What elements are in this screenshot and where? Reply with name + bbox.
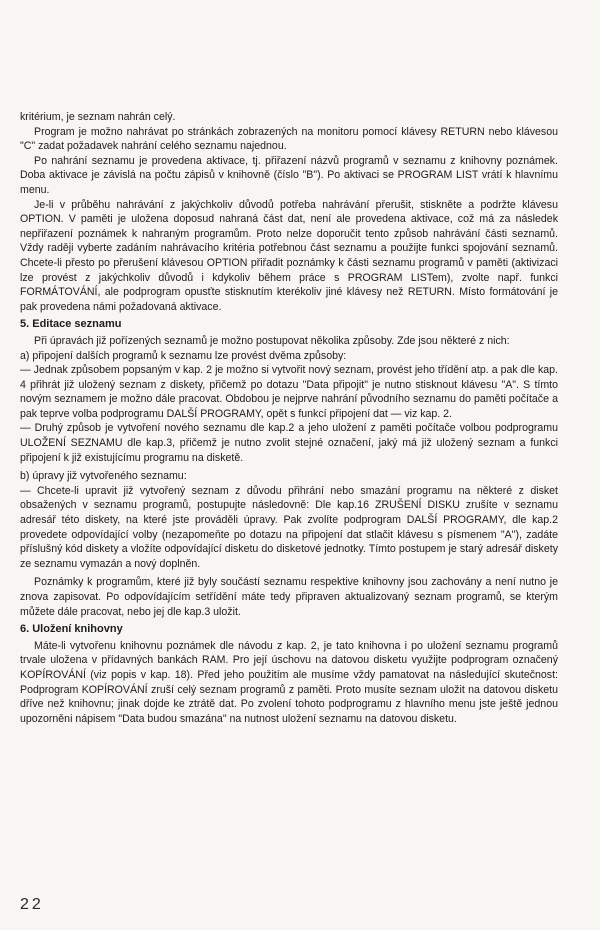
paragraph-paging: Program je možno nahrávat po stránkách zobrazených na monitoru pomocí klávesy RETURN nebo klávesou "C" zadat požadavek nahrání celého seznamu najednou. <box>20 125 558 153</box>
paragraph-activation: Po nahrání seznamu je provedena aktivace, tj. přiřazení názvů programů v seznamu z knihovny poznámek. Doba aktivace je závislá na počtu zápisů v knihovně (číslo "B"). Po aktivaci se PROGRAM LIST vrátí k hlavnímu menu. <box>20 154 558 196</box>
section-heading-editace: 5. Editace seznamu <box>20 318 122 331</box>
page-body <box>20 110 558 726</box>
page-number: 22 <box>20 896 44 913</box>
section-heading-ulozeni: 6. Uložení knihovny <box>20 623 123 636</box>
paragraph-continuation: kritérium, je seznam nahrán celý. <box>20 111 176 123</box>
section5-item-b-procedure: — Chcete-li upravit již vytvořený seznam z důvodu přihrání nebo smazání programu na některé z disket obsažených v seznamu programů, postupujte následovně: Dle kap.16 ZRUŠENÍ DISKU zrušíte v seznamu adresář této diskety, na které jste prováděli úpravy. Pak zvolíte podprogram DALŠÍ PROGRAMY, dle kap.2 provedete odpovídající volby (nezapomeňte po dotazu na připojení dat stlačit klávesu s písmenem "A"), zadáte příslušný kód diskety a vložíte odpovídající disketu do disketové jednotky. Tímto postupem je starý adresář diskety ze seznamu vymazán a nový doplněn. <box>20 484 558 570</box>
section5-item-a-second-way: — Druhý způsob je vytvoření nového seznamu dle kap.2 a jeho uložení z paměti počítače volbou podprogramu ULOŽENÍ SEZNAMU dle kap.3, přičemž je nutno zvolit stejné označení, jaký má již uložený seznam a funkci připojení k již existujícímu programu na disketě. <box>20 422 558 464</box>
paragraph-interrupt: Je-li v průběhu nahrávání z jakýchkoliv důvodů potřeba nahrávání přerušit, stiskněte a podržte klávesu OPTION. V paměti je uložena doposud nahraná část dat, není ale provedena aktivace, což má za následek nepřiřazení poznámek k nahraným programům. Proto nelze doporučit tento způsob nahrávání části seznamů. Vždy raději vyberte zadáním nahrávacího kritéria potřebnou část seznamu a použijte funkci spojování seznamů. Chcete-li přesto po přerušení klávesou OPTION přiřadit poznámky k části seznamu programů v paměti (aktivizaci lze provést z jakýchkoliv důvodů i kdykoliv během práce s PROGRAM LISTem), zvolte např. funkci FORMÁTOVÁNÍ, ale podprogram opusťte stisknutím kterékoliv jiné klávesy než RETURN. Místo formátování je pak provedena námi požadovaná aktivace. <box>20 198 558 313</box>
section5-item-a: a) připojení dalších programů k seznamu lze provést dvěma způsoby: <box>20 349 347 362</box>
section5-intro: Při úpravách již pořízených seznamů je možno postupovat několika způsoby. Zde jsou některé z nich: <box>34 334 510 347</box>
section6-body: Máte-li vytvořenu knihovnu poznámek dle návodu z kap. 2, je tato knihovna i po uložení seznamu programů trvale uložena v přídavných bankách RAM. Pro její úschovu na datovou disketu využijte podprogram označený KOPÍROVÁNÍ (viz popis v kap. 18). Před jeho použitím ale musíme vždy pamatovat na následující skutečnost: Podprogram KOPÍROVÁNÍ zruší celý seznam programů z paměti. Proto musíte seznam uložit na datovou disketu dříve než knihovnu; jinak dojde ke ztrátě dat. Po zvolení tohoto podprogramu z hlavního menu jste ještě jednou upozorněni nápisem "Data budou smazána" na nutnost uložení seznamu na datovou disketu. <box>20 639 558 725</box>
section5-item-a-first-way: — Jednak způsobem popsaným v kap. 2 je možno si vytvořit nový seznam, provést jeho třídění atp. a pak dle kap. 4 přihrát již uložený seznam z diskety, přičemž po dotazu "Data připojit" je nutno stisknout klávesu "A". S tímto novým seznamem je možno dále pracovat. Obdobou je nejprve nahrání původního seznamu do paměti počítače a pak teprve volba podprogramu DALŠÍ PROGRAMY, opět s funkcí připojení dat — viz kap. 2. <box>20 364 558 420</box>
section5-item-b: b) úpravy již vytvořeného seznamu: <box>20 470 187 483</box>
section5-closing: Poznámky k programům, které již byly součástí seznamu respektive knihovny jsou zachovány a není nutno je znova zapisovat. Po odpovídajícím setřídění máte tedy připraven aktualizovaný seznam programů, se kterým můžete dále pracovat, nebo jej dle kap.3 uložit. <box>20 576 558 618</box>
